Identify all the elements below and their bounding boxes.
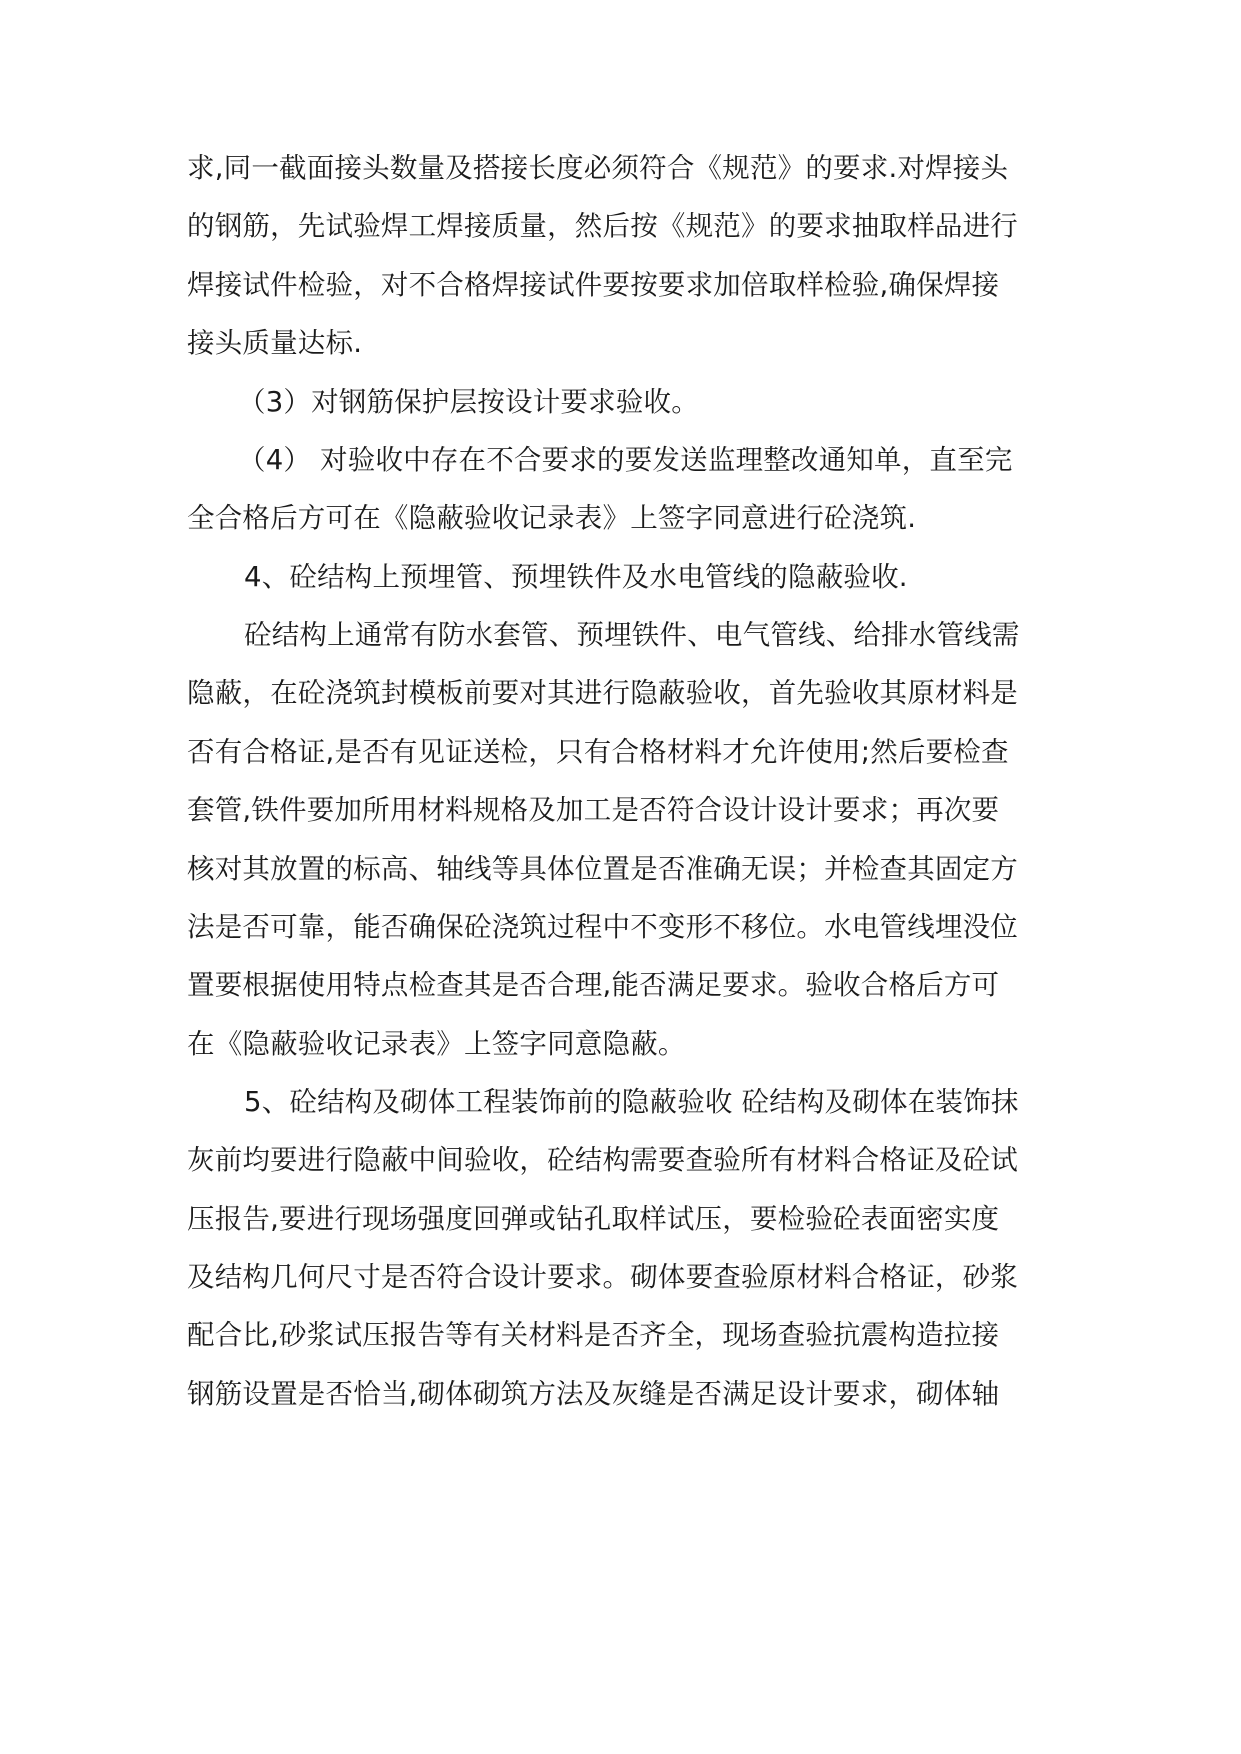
text-line: 配合比,砂浆试压报告等有关材料是否齐全，现场查验抗震构造拉接: [187, 1319, 1000, 1351]
text-line: 隐蔽，在砼浇筑封模板前要对其进行隐蔽验收，首先验收其原材料是: [187, 677, 1018, 709]
text-line: （3）对钢筋保护层按设计要求验收。: [238, 386, 699, 418]
text-line: 核对其放置的标高、轴线等具体位置是否准确无误；并检查其固定方: [187, 853, 1018, 885]
text-line: 焊接试件检验，对不合格焊接试件要按要求加倍取样检验,确保焊接: [187, 269, 1000, 301]
section-heading: 5、砼结构及砌体工程装饰前的隐蔽验收 砼结构及砌体在装饰抹: [244, 1086, 1019, 1118]
text-line: 及结构几何尺寸是否符合设计要求。砌体要查验原材料合格证，砂浆: [187, 1261, 1018, 1293]
text-line: 全合格后方可在《隐蔽验收记录表》上签字同意进行砼浇筑.: [187, 502, 917, 534]
text-line: 在《隐蔽验收记录表》上签字同意隐蔽。: [187, 1028, 686, 1060]
text-line: （4） 对验收中存在不合要求的要发送监理整改通知单，直至完: [238, 444, 1013, 476]
text-line: 的钢筋，先试验焊工焊接质量，然后按《规范》的要求抽取样品进行: [187, 210, 1018, 242]
section-heading: 4、砼结构上预埋管、预埋铁件及水电管线的隐蔽验收.: [244, 561, 908, 593]
text-line: 钢筋设置是否恰当,砌体砌筑方法及灰缝是否满足设计要求，砌体轴: [187, 1378, 1000, 1410]
text-line: 求,同一截面接头数量及搭接长度必须符合《规范》的要求.对焊接头: [187, 152, 1009, 184]
text-line: 灰前均要进行隐蔽中间验收，砼结构需要查验所有材料合格证及砼试: [187, 1144, 1018, 1176]
text-line: 压报告,要进行现场强度回弹或钻孔取样试压，要检验砼表面密实度: [187, 1203, 1000, 1235]
text-line: 法是否可靠，能否确保砼浇筑过程中不变形不移位。水电管线埋没位: [187, 911, 1018, 943]
text-line: 砼结构上通常有防水套管、预埋铁件、电气管线、给排水管线需: [244, 619, 1020, 651]
text-line: 置要根据使用特点检查其是否合理,能否满足要求。验收合格后方可: [187, 969, 1000, 1001]
text-line: 接头质量达标.: [187, 327, 363, 359]
text-line: 套管,铁件要加所用材料规格及加工是否符合设计设计要求；再次要: [187, 794, 1000, 826]
text-line: 否有合格证,是否有见证送检，只有合格材料才允许使用;然后要检查: [187, 736, 1009, 768]
